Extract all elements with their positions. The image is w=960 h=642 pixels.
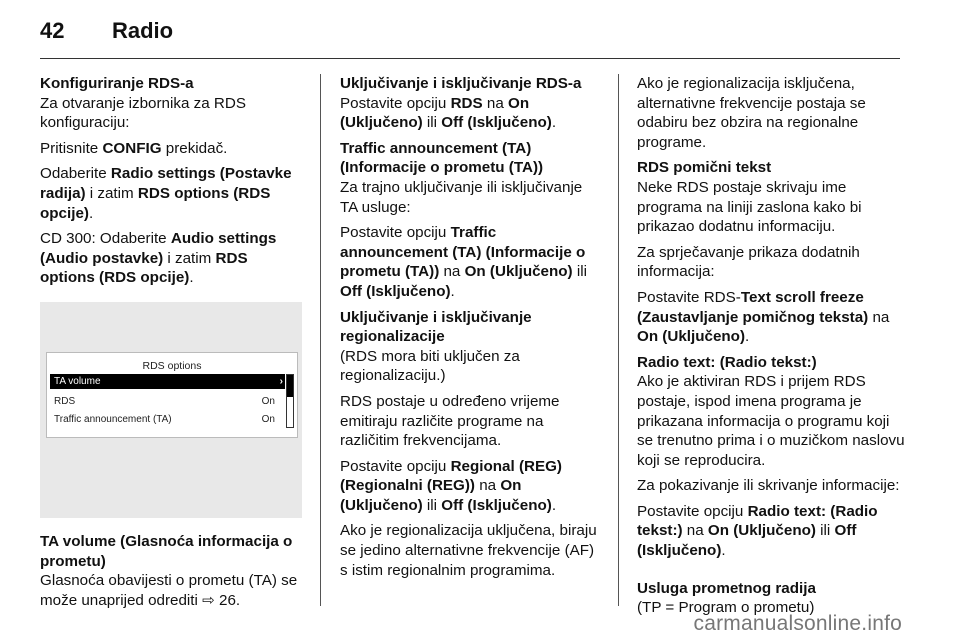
paragraph: Za otvaranje izbornika za RDS konfiguraciju: xyxy=(40,94,246,132)
paragraph: Neke RDS postaje skrivaju ime programa na liniji zaslona kako bi prikazao dodatnu informaciju. xyxy=(637,178,862,236)
section-heading: TA volume (Glasnoća informacija o prometu) xyxy=(40,532,293,570)
paragraph: Postavite opciju RDS na On (Uključeno) ili Off (Isključeno). xyxy=(340,94,557,132)
menu-item-ta-volume xyxy=(50,374,285,389)
chevron-right-icon: › xyxy=(279,375,283,387)
paragraph: Za pokazivanje ili skrivanje informacije: xyxy=(637,477,900,495)
section-heading: Radio text: (Radio tekst:) xyxy=(637,353,817,371)
paragraph: (TP = Program o prometu) xyxy=(637,599,815,617)
header-rule xyxy=(40,58,900,59)
page-number: 42 xyxy=(40,18,65,43)
paragraph: Pritisnite CONFIG prekidač. xyxy=(40,139,228,157)
menu-item-traffic-announcement xyxy=(50,412,285,427)
paragraph: (RDS mora biti uključen za regionalizaciju.) xyxy=(340,347,520,385)
menu-item-rds xyxy=(50,394,285,409)
column-1 xyxy=(40,74,304,616)
section-heading: Traffic announcement (TA) (Informacije o prometu (TA)) xyxy=(340,139,544,177)
menu-item-label: RDS xyxy=(54,395,76,407)
screen-title: RDS options xyxy=(142,359,202,372)
paragraph: CD 300: Odaberite Audio settings (Audio postavke) i zatim RDS options (RDS opcije). xyxy=(40,230,277,287)
paragraph: Glasnoća obavijesti o prometu (TA) se može unaprijed odrediti ⇨ 26. xyxy=(40,572,298,609)
paragraph: Ako je regionalizacija isključena, alternativne frekvencije postaja se odabiru bez obzira na regionalne programe. xyxy=(637,75,866,151)
menu-item-label: Traffic announcement (TA) xyxy=(54,413,172,425)
paragraph: Odaberite Radio settings (Postavke radija) i zatim RDS options (RDS opcije). xyxy=(40,165,292,222)
section-heading: Konfiguriranje RDS-a xyxy=(40,75,194,92)
paragraph: Za trajno uključivanje ili isključivanje TA usluge: xyxy=(340,178,583,216)
menu-item-label: TA volume xyxy=(54,375,101,387)
scrollbar xyxy=(286,374,294,428)
paragraph: Ako je aktiviran RDS i prijem RDS postaje, ispod imena programa je prikazana informacija o programu koji se trenutno prima i o muzičkom naslovu koji se reproducira. xyxy=(637,373,905,469)
rds-options-screen-figure xyxy=(40,302,302,518)
page-reference: ⇨ 26. xyxy=(197,591,241,609)
section-heading: Uključivanje i isključivanje RDS-a xyxy=(340,75,582,92)
column-2 xyxy=(340,74,602,586)
scrollbar-thumb xyxy=(287,375,293,397)
paragraph: Ako je regionalizacija uključena, biraju se jedino alternativne frekvencije (AF) s istim regionalnim programima. xyxy=(340,522,597,579)
paragraph: Postavite opciju Traffic announcement (TA) (Informacije o prometu (TA)) na On (Uključeno) ili Off (Isključeno). xyxy=(340,224,587,300)
paragraph: Za sprječavanje prikaza dodatnih informacija: xyxy=(637,243,860,281)
section-heading: RDS pomični tekst xyxy=(637,159,772,177)
paragraph: Postavite RDS-Text scroll freeze (Zaustavljanje pomičnog teksta) na On (Uključeno). xyxy=(637,288,890,346)
paragraph: Postavite opciju Radio text: (Radio tekst:) na On (Uključeno) ili Off (Isključeno). xyxy=(637,502,878,560)
page-title: Radio xyxy=(112,18,174,43)
menu-item-value: On xyxy=(261,395,275,407)
menu-item-value: On xyxy=(261,413,275,425)
display-screen xyxy=(46,352,298,438)
section-heading: Uključivanje i isključivanje regionalizacije xyxy=(340,308,532,346)
section-heading: Usluga prometnog radija xyxy=(637,579,816,597)
column-divider xyxy=(320,74,321,606)
column-divider xyxy=(618,74,619,606)
watermark[interactable]: carmanualsonline.info xyxy=(693,612,902,635)
paragraph: Postavite opciju Regional (REG) (Regionalni (REG)) na On (Uključeno) ili Off (Isključeno). xyxy=(340,457,562,514)
column-3 xyxy=(637,74,905,624)
paragraph: RDS postaje u određeno vrijeme emitiraju različite programe na različitim frekvencijama. xyxy=(340,392,560,450)
